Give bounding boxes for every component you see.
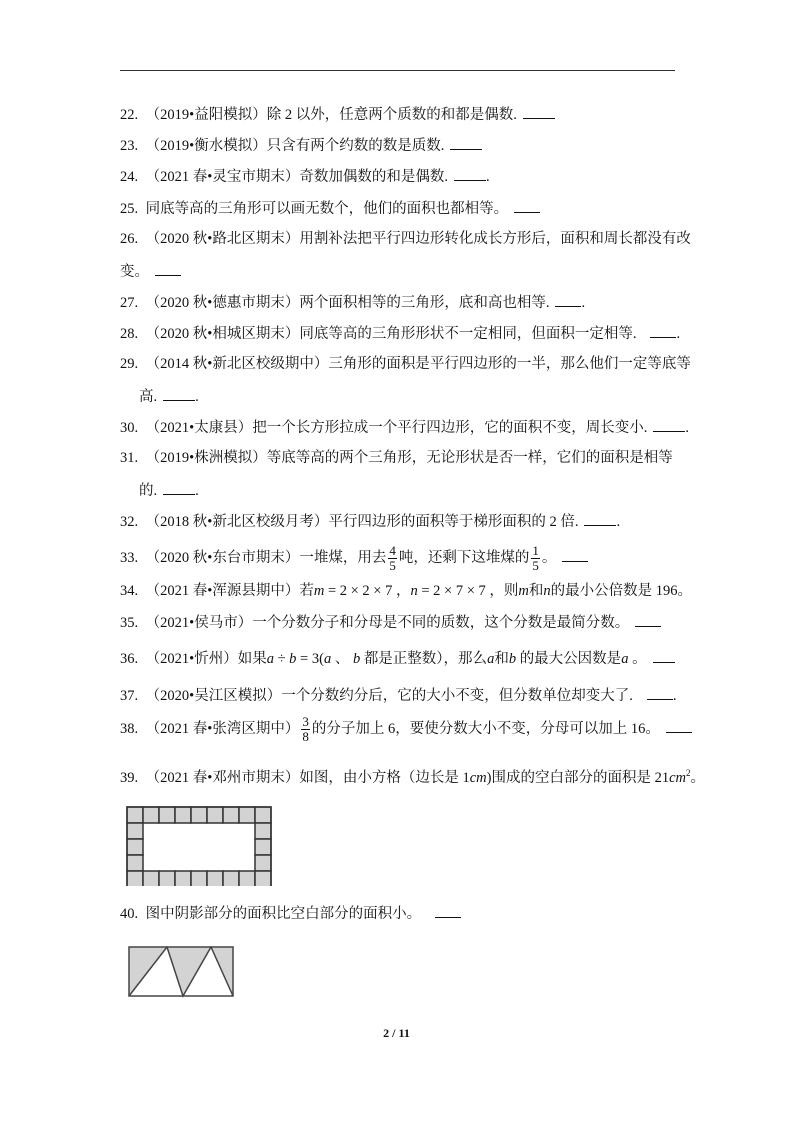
- question-text: 一个分数约分后，它的大小不变，但分数单位却变大了.: [281, 688, 633, 704]
- question-text: 同底等高的三角形形状不一定相同，但面积一定相等.: [299, 326, 637, 342]
- grid-cell: [239, 871, 255, 886]
- grid-figure: [126, 806, 272, 886]
- answer-blank[interactable]: [163, 386, 195, 401]
- fraction-1-5: $\frac{1}{5}$: [532, 543, 539, 574]
- question-27: 27. （2020 秋•德惠市期末）两个面积相等的三角形，底和高也相等. .: [120, 292, 680, 313]
- question-source: （2021 春•邓州市期末）: [145, 769, 300, 786]
- grid-cell: [255, 807, 271, 823]
- question-source: （2018 秋•新北区校级月考）: [145, 514, 329, 530]
- question-source: （2019•株洲模拟）: [145, 450, 267, 466]
- question-26-continued: 变。: [120, 261, 181, 282]
- triangle-figure: [128, 946, 234, 998]
- question-source: （2019•益阳模拟）: [145, 107, 267, 123]
- question-38: 38. （2021 春•张湾区期中） $\frac{3}{8}$ 的分子加上 6，要使分数大小不变，分母可以加上 16。: [120, 712, 680, 746]
- answer-blank[interactable]: [653, 648, 675, 663]
- question-23: 23. （2019•衡水模拟）只含有两个约数的数是质数.: [120, 135, 680, 156]
- question-35: 35. （2021•侯马市）一个分数分子和分母是不同的质数，这个分数是最简分数。: [120, 612, 680, 633]
- fraction-3-8: $\frac{3}{8}$: [302, 714, 309, 745]
- question-40: 40. 图中阴影部分的面积比空白部分的面积小。: [120, 903, 680, 924]
- grid-cell: [127, 807, 143, 823]
- question-text: 图中阴影部分的面积比空白部分的面积小。: [145, 906, 422, 922]
- page-number: 2 / 11: [383, 1026, 410, 1040]
- question-text: 三角形的面积是平行四边形的一半，那么他们一定等底等: [328, 356, 691, 372]
- question-text: 一个分数分子和分母是不同的质数，这个分数是最简分数。: [252, 615, 630, 631]
- grid-cell: [127, 871, 143, 886]
- question-33: 33. （2020 秋•东台市期末）一堆煤，用去 $\frac{4}{5}$ 吨，还剩下这堆煤的 $\frac{1}{5}$ 。: [120, 541, 680, 575]
- grid-cell: [175, 871, 191, 886]
- question-31: 31. （2019•株洲模拟）等底等高的两个三角形，无论形状是否一样，它们的面积是相等: [120, 450, 673, 466]
- question-source: （2021 春•灵宝市期末）: [145, 169, 300, 185]
- question-source: （2020 秋•相城区期末）: [145, 326, 300, 342]
- grid-cell: [207, 871, 223, 886]
- grid-cell: [159, 871, 175, 886]
- answer-blank[interactable]: [163, 480, 195, 495]
- question-32: 32. （2018 秋•新北区校级月考）平行四边形的面积等于梯形面积的 2 倍. .: [120, 511, 680, 532]
- question-34: 34. （2021 春•浑源县期中）若m = 2 × 2 × 7 ，n = 2 × 7 × 7 ，则m和n的最小公倍数是 196。: [120, 583, 693, 599]
- grid-cell: [223, 807, 239, 823]
- answer-blank[interactable]: [555, 292, 581, 307]
- question-text: 只含有两个约数的数是质数.: [266, 138, 445, 154]
- question-text: 同底等高的三角形可以画无数个，他们的面积也都相等。: [145, 201, 509, 217]
- question-39: 39. （2021 春•邓州市期末）如图，由小方格（边长是 1cm)围成的空白部分的面积是 $21cm^2$。: [120, 768, 705, 786]
- question-text: 两个面积相等的三角形，底和高也相等.: [299, 295, 550, 311]
- question-36: 36. （2021•忻州）如果a ÷ b = 3(a 、 b 都是正整数），那么a和b 的最大公因数是a 。: [120, 648, 680, 669]
- question-26: 26. （2020 秋•路北区期末）用割补法把平行四边形转化成长方形后，面积和周长都没有改: [120, 231, 691, 247]
- answer-blank[interactable]: [454, 166, 486, 181]
- question-source: （2021 春•张湾区期中）: [145, 721, 300, 737]
- fraction-4-5: $\frac{4}{5}$: [389, 543, 396, 574]
- grid-cell: [255, 871, 271, 886]
- grid-cell: [255, 823, 271, 839]
- question-29-continued: 高. .: [139, 386, 199, 407]
- grid-cell: [143, 871, 159, 886]
- question-28: 28. （2020 秋•相城区期末）同底等高的三角形形状不一定相同，但面积一定相等. .: [120, 323, 680, 344]
- header-rule: [120, 70, 675, 71]
- answer-blank[interactable]: [653, 417, 685, 432]
- grid-cell: [127, 823, 143, 839]
- question-24: 24. （2021 春•灵宝市期末）奇数加偶数的和是偶数. .: [120, 166, 680, 187]
- question-source: （2020 秋•德惠市期末）: [145, 295, 300, 311]
- grid-cell: [255, 855, 271, 871]
- answer-blank[interactable]: [650, 323, 676, 338]
- grid-cell: [191, 807, 207, 823]
- answer-blank[interactable]: [435, 903, 461, 918]
- question-source: （2020•吴江区模拟）: [145, 688, 282, 704]
- grid-cell: [207, 807, 223, 823]
- grid-cell: [127, 855, 143, 871]
- question-source: （2021 春•浑源县期中）: [145, 583, 300, 599]
- answer-blank[interactable]: [635, 612, 661, 627]
- answer-blank[interactable]: [155, 261, 181, 276]
- question-text: 平行四边形的面积等于梯形面积的 2 倍.: [328, 514, 579, 530]
- question-37: 37. （2020•吴江区模拟）一个分数约分后，它的大小不变，但分数单位却变大了. .: [120, 685, 680, 706]
- answer-blank[interactable]: [523, 104, 555, 119]
- question-30: 30. （2021•太康县）把一个长方形拉成一个平行四边形，它的面积不变，周长变小. .: [120, 417, 680, 438]
- answer-blank[interactable]: [514, 198, 540, 213]
- question-31-continued: 的. .: [139, 480, 199, 501]
- question-text: 除 2 以外，任意两个质数的和都是偶数.: [266, 107, 517, 123]
- question-29: 29. （2014 秋•新北区校级期中）三角形的面积是平行四边形的一半，那么他们一定等底等: [120, 356, 691, 372]
- question-source: （2019•衡水模拟）: [145, 138, 267, 154]
- question-source: （2021•忻州）: [145, 651, 238, 667]
- grid-cell: [223, 871, 239, 886]
- answer-blank[interactable]: [584, 511, 616, 526]
- question-25: 25. 同底等高的三角形可以画无数个，他们的面积也都相等。: [120, 198, 680, 219]
- question-text: 的分子加上 6，要使分数大小不变，分母可以加上 16。: [311, 721, 660, 737]
- question-text: 把一个长方形拉成一个平行四边形，它的面积不变，周长变小.: [252, 420, 648, 436]
- grid-cell: [191, 871, 207, 886]
- answer-blank[interactable]: [666, 718, 692, 733]
- question-source: （2014 秋•新北区校级期中）: [145, 356, 329, 372]
- question-22: 22. （2019•益阳模拟）除 2 以外，任意两个质数的和都是偶数.: [120, 104, 680, 125]
- answer-blank[interactable]: [562, 547, 588, 562]
- grid-cell: [159, 807, 175, 823]
- grid-cell: [175, 807, 191, 823]
- question-text: 等底等高的两个三角形，无论形状是否一样，它们的面积是相等: [266, 450, 673, 466]
- grid-cell: [255, 839, 271, 855]
- question-source: （2020 秋•东台市期末）: [145, 550, 300, 566]
- grid-cell: [127, 839, 143, 855]
- answer-blank[interactable]: [450, 135, 482, 150]
- question-source: （2021•太康县）: [145, 420, 253, 436]
- question-text: 用割补法把平行四边形转化成长方形后，面积和周长都没有改: [299, 231, 691, 247]
- question-source: （2020 秋•路北区期末）: [145, 231, 300, 247]
- question-text: 奇数加偶数的和是偶数.: [299, 169, 448, 185]
- shaded-triangle-middle: [167, 947, 211, 996]
- answer-blank[interactable]: [647, 685, 673, 700]
- grid-cell: [143, 807, 159, 823]
- grid-cell: [239, 807, 255, 823]
- question-source: （2021•侯马市）: [145, 615, 253, 631]
